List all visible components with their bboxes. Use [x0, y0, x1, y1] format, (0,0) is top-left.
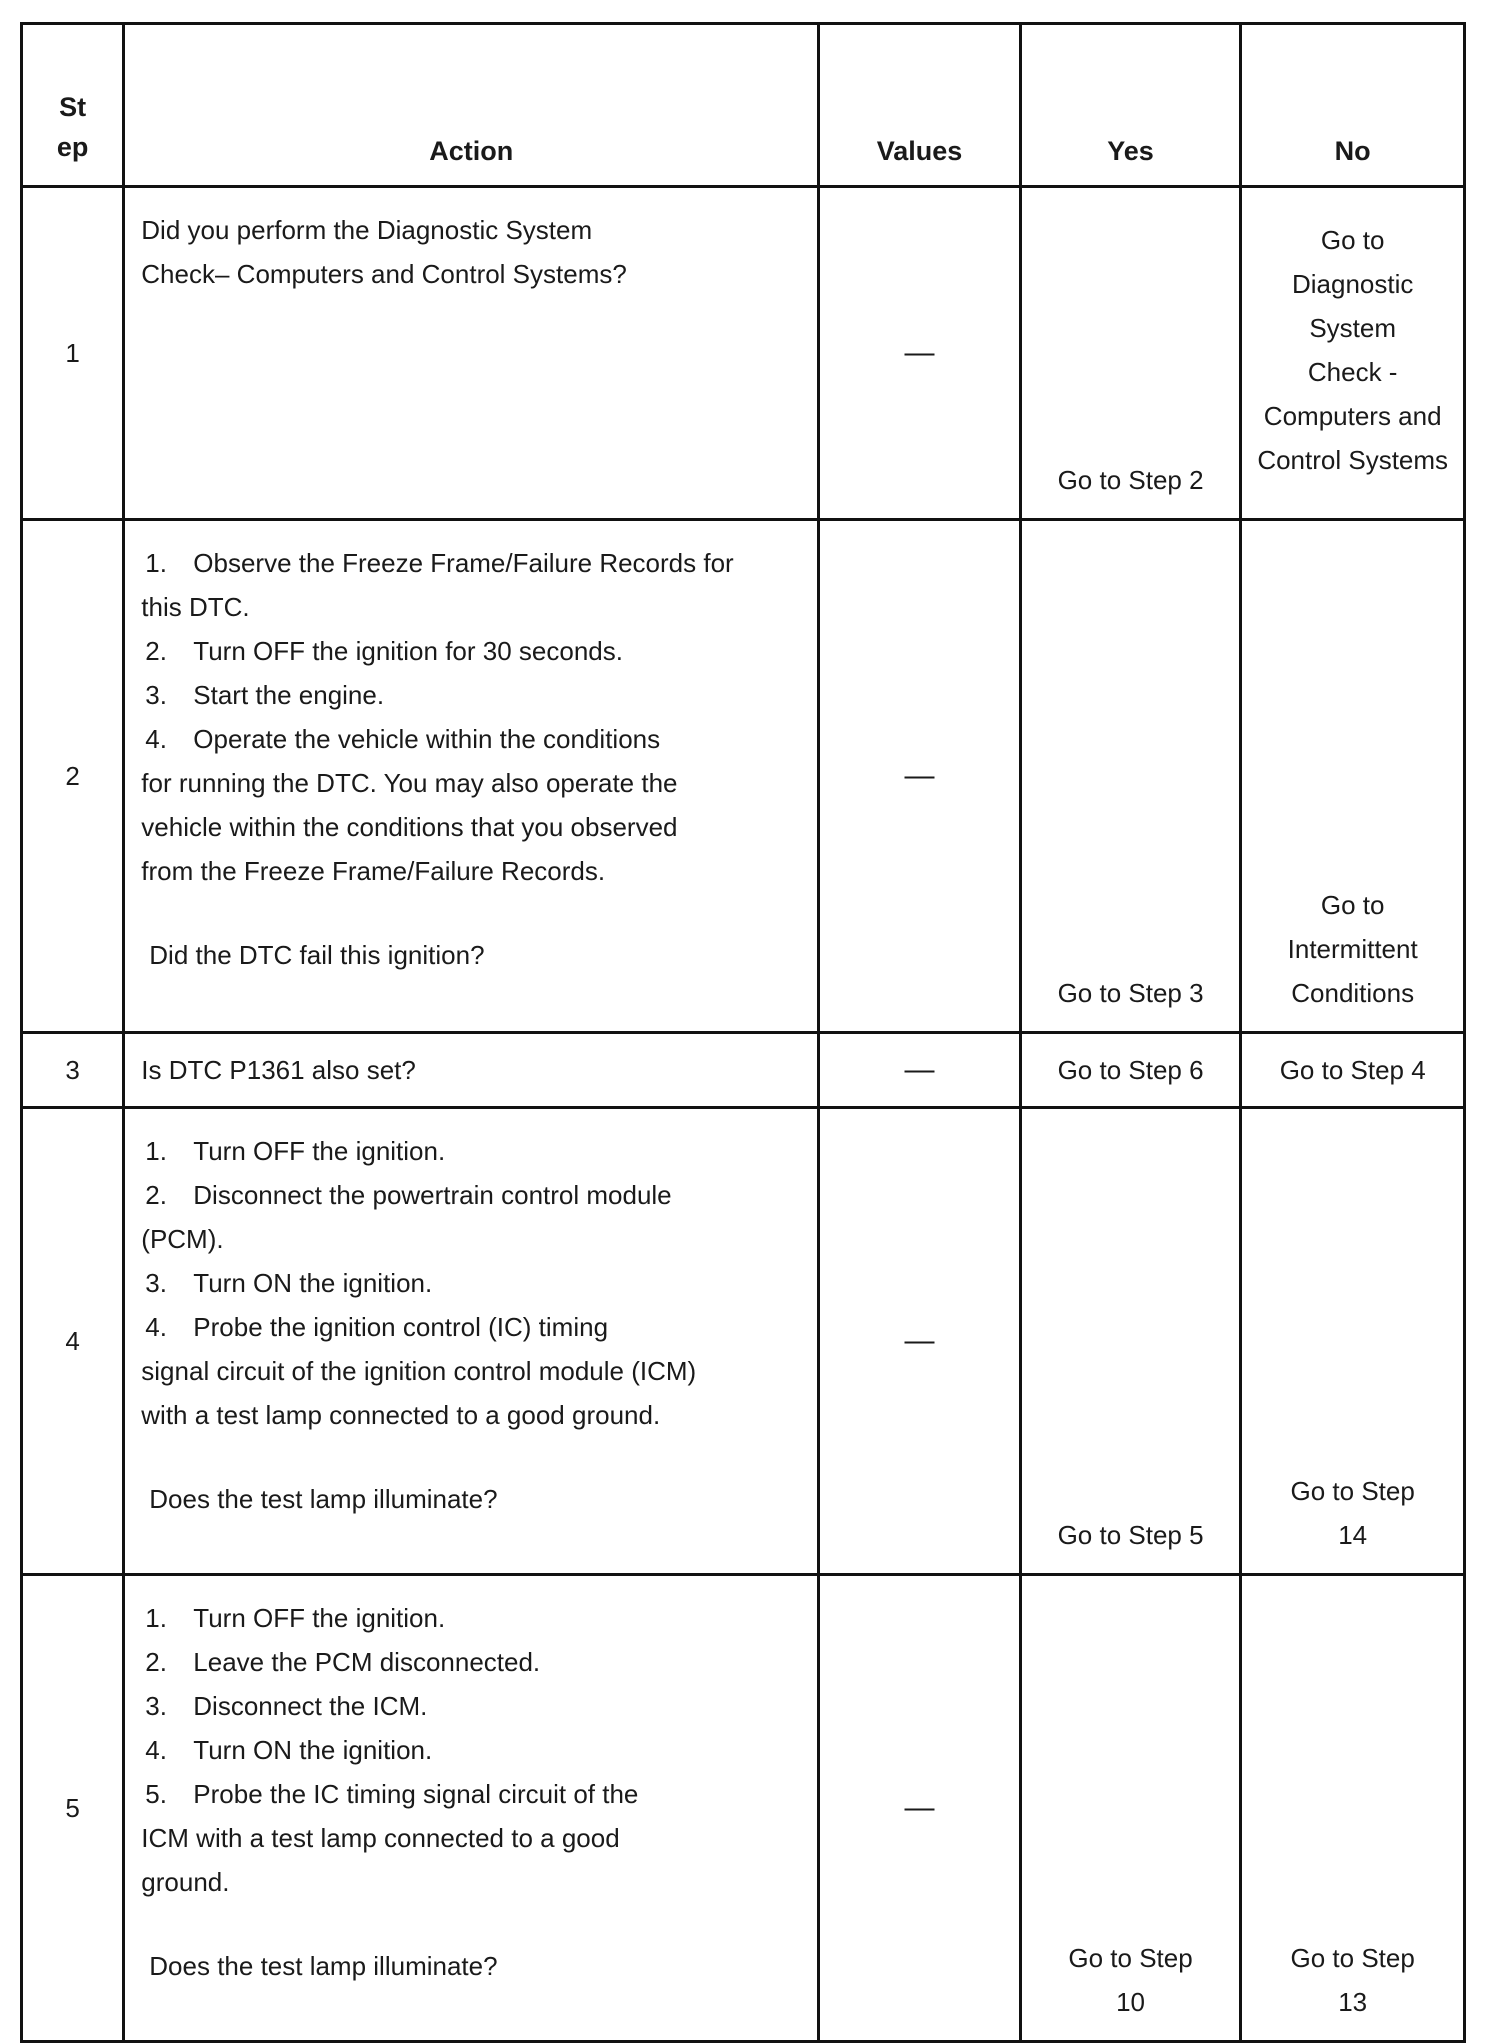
action-line: 5. Probe the IC timing signal circuit of the: [145, 1779, 639, 1809]
action-line: ground.: [141, 1867, 230, 1897]
action-line: 1. Turn OFF the ignition.: [145, 1136, 446, 1166]
table-row-step-4: [22, 1108, 1465, 1575]
table-row-step-3: [22, 1033, 1465, 1108]
yes-cell: [1020, 1108, 1241, 1575]
no-line: 14: [1338, 1520, 1368, 1550]
yes-line: Go to Step 2: [1057, 465, 1204, 495]
header-yes: Yes: [1020, 24, 1241, 187]
no-line: Go to: [1320, 890, 1385, 920]
step-number: 2: [22, 520, 124, 1033]
no-line: Computers and: [1263, 401, 1442, 431]
action-cell: [124, 1108, 819, 1575]
diagnostic-table: [20, 22, 1466, 2043]
action-line: 1. Turn OFF the ignition.: [145, 1603, 446, 1633]
no-line: Go to Step: [1290, 1476, 1415, 1506]
action-line: 4. Operate the vehicle within the conditions: [145, 724, 661, 754]
no-cell: Go to Step 4: [1241, 1033, 1465, 1108]
action-line: Check– Computers and Control Systems?: [141, 259, 627, 289]
header-step-line1: St: [59, 92, 87, 122]
action-line: this DTC.: [141, 592, 250, 622]
values-cell: —: [819, 1108, 1021, 1575]
header-row: [22, 24, 1465, 187]
no-cell: [1241, 1108, 1465, 1575]
step-number: 4: [22, 1108, 124, 1575]
action-line: Did you perform the Diagnostic System: [141, 215, 593, 245]
action-line: 3. Disconnect the ICM.: [145, 1691, 428, 1721]
action-question: Did the DTC fail this ignition?: [149, 940, 485, 970]
action-line: 2. Turn OFF the ignition for 30 seconds.: [145, 636, 623, 666]
action-cell: [124, 187, 819, 520]
action-line: signal circuit of the ignition control module (ICM): [141, 1356, 697, 1386]
action-line: 2. Disconnect the powertrain control module: [145, 1180, 672, 1210]
action-cell: Is DTC P1361 also set?: [124, 1033, 819, 1108]
no-cell: [1241, 520, 1465, 1033]
action-question: Does the test lamp illuminate?: [149, 1484, 498, 1514]
action-line: vehicle within the conditions that you observed: [141, 812, 678, 842]
action-line: with a test lamp connected to a good ground.: [141, 1400, 661, 1430]
action-line: 3. Turn ON the ignition.: [145, 1268, 433, 1298]
step-number: 5: [22, 1575, 124, 2042]
yes-line: 10: [1116, 1987, 1146, 2017]
header-no: No: [1241, 24, 1465, 187]
no-line: System: [1309, 313, 1397, 343]
yes-line: Go to Step 3: [1057, 978, 1204, 1008]
no-line: Control Systems: [1257, 445, 1449, 475]
table-row-step-5: [22, 1575, 1465, 2042]
no-line: Diagnostic: [1291, 269, 1414, 299]
action-line: 2. Leave the PCM disconnected.: [145, 1647, 541, 1677]
action-cell: [124, 520, 819, 1033]
values-cell: —: [819, 187, 1021, 520]
no-line: Conditions: [1291, 978, 1415, 1008]
action-line: ICM with a test lamp connected to a good: [141, 1823, 620, 1853]
no-line: Check -: [1307, 357, 1398, 387]
header-action: Action: [124, 24, 819, 187]
step-number: 3: [22, 1033, 124, 1108]
table-row-step-1: [22, 187, 1465, 520]
no-line: 13: [1338, 1987, 1368, 2017]
no-cell: [1241, 1575, 1465, 2042]
no-cell: [1241, 187, 1465, 520]
step-number: 1: [22, 187, 124, 520]
action-line: 1. Observe the Freeze Frame/Failure Records for: [145, 548, 734, 578]
no-line: Go to: [1320, 225, 1385, 255]
action-line: 4. Turn ON the ignition.: [145, 1735, 433, 1765]
table-row-step-2: [22, 520, 1465, 1033]
yes-cell: [1020, 187, 1241, 520]
action-line: (PCM).: [141, 1224, 224, 1254]
header-step-line2: ep: [56, 132, 89, 162]
action-line: for running the DTC. You may also operate the: [141, 768, 678, 798]
no-line: Intermittent: [1287, 934, 1418, 964]
action-cell: [124, 1575, 819, 2042]
header-values: Values: [819, 24, 1021, 187]
yes-cell: Go to Step 6: [1020, 1033, 1241, 1108]
values-cell: —: [819, 520, 1021, 1033]
no-line: Go to Step: [1290, 1943, 1415, 1973]
action-question: Does the test lamp illuminate?: [149, 1951, 498, 1981]
action-line: 3. Start the engine.: [145, 680, 385, 710]
yes-cell: [1020, 520, 1241, 1033]
header-step: [22, 24, 124, 187]
diagnostic-table-frame: [20, 22, 1466, 2017]
yes-line: Go to Step 5: [1057, 1520, 1204, 1550]
yes-cell: [1020, 1575, 1241, 2042]
action-line: 4. Probe the ignition control (IC) timing: [145, 1312, 609, 1342]
values-cell: —: [819, 1575, 1021, 2042]
action-line: from the Freeze Frame/Failure Records.: [141, 856, 606, 886]
values-cell: —: [819, 1033, 1021, 1108]
yes-line: Go to Step: [1068, 1943, 1193, 1973]
